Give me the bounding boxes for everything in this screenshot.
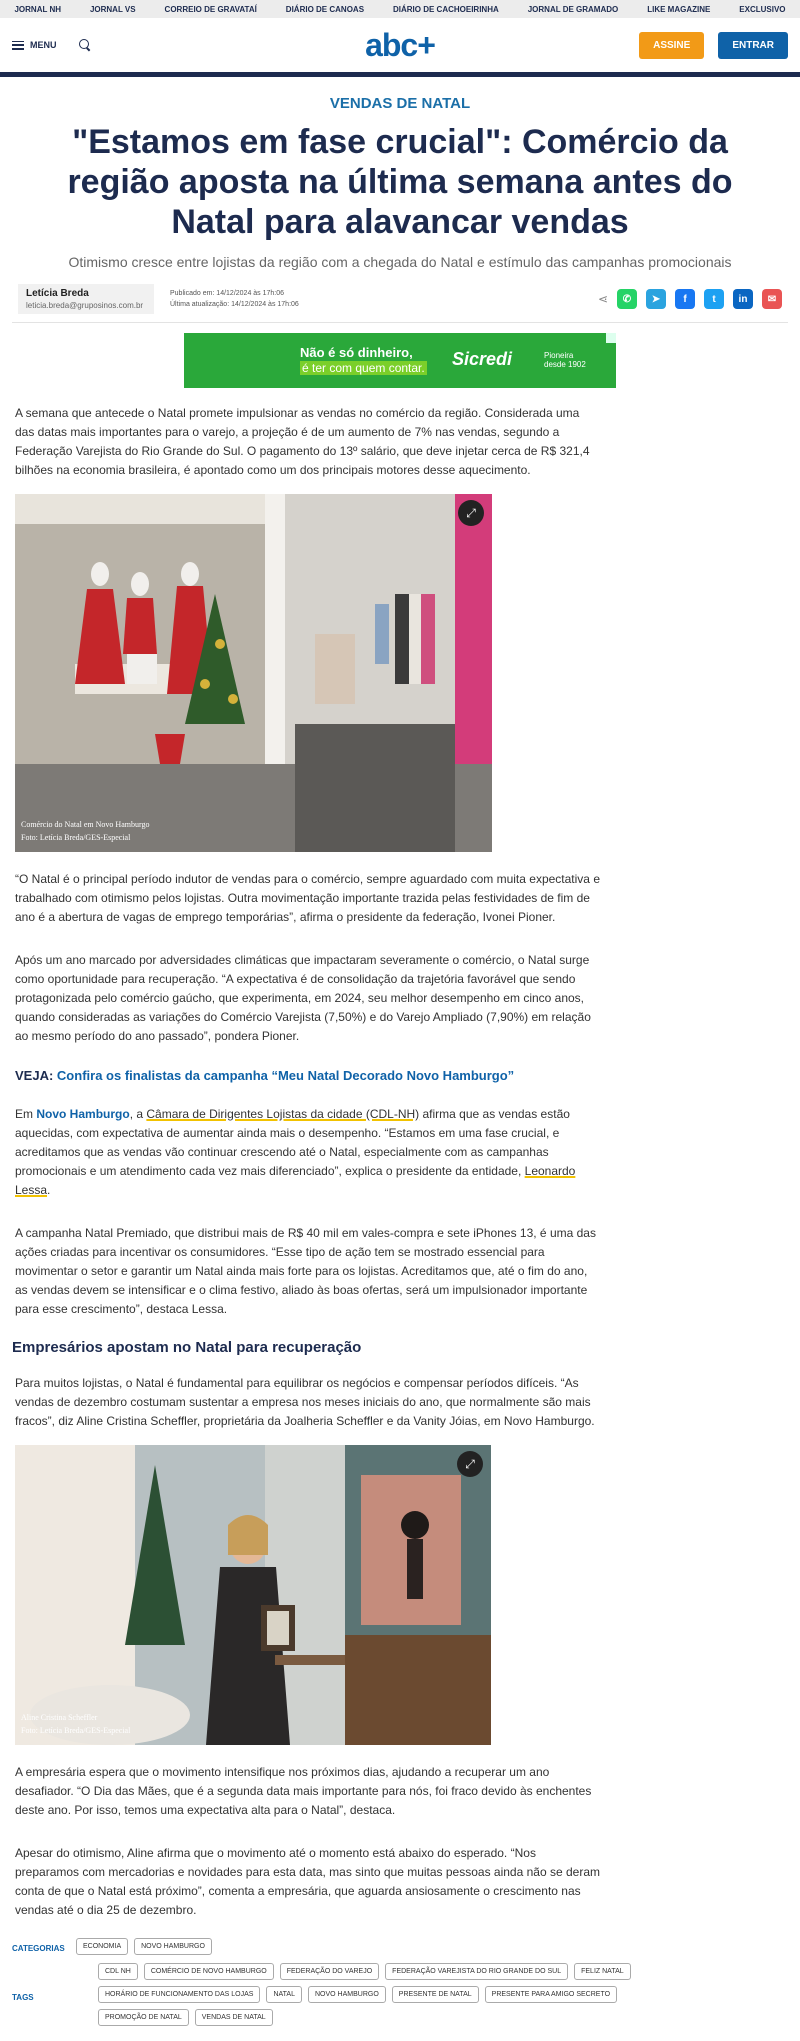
caption-credit: Foto: Letícia Breda/GES-Especial	[21, 1726, 131, 1735]
article-dates	[170, 288, 598, 310]
email-icon[interactable]: ✉	[762, 289, 782, 309]
see-also-link[interactable]: Confira os finalistas da campanha “Meu Natal Decorado Novo Hamburgo”	[56, 1068, 515, 1083]
topbar-link[interactable]: LIKE MAGAZINE	[647, 4, 711, 14]
ad-banner[interactable]	[184, 333, 616, 388]
site-logo[interactable]: abc+	[365, 26, 435, 63]
ad-line1: Não é só dinheiro,	[300, 345, 413, 360]
caption-title: Aline Cristina Scheffler	[21, 1713, 98, 1722]
caption-credit: Foto: Letícia Breda/GES-Especial	[21, 833, 131, 842]
category-tag[interactable]: NOVO HAMBURGO	[134, 1938, 212, 1955]
article-title: "Estamos em fase crucial": Comércio da região aposta na última semana antes do Natal para alavancar vendas	[67, 123, 733, 241]
twitter-icon[interactable]: t	[704, 289, 724, 309]
paragraph: Após um ano marcado por adversidades climáticas que impactaram severamente o comércio, o Natal surge como oportunidade para recuperação. “A expectativa é de consolidação da trajetória favorável que sendo protagonizada pelo comércio gaúcho, que experimenta, em 2024, seu melhor desempenho em cinco anos, quando consideradas as variações do Comércio Varejista (7,50%) e do Varejo Ampliado (7,90%) em relação ao mesmo período do ano passado”, pondera Pioner.	[15, 953, 591, 1043]
login-button[interactable]: ENTRAR	[718, 32, 788, 59]
expand-icon[interactable]: ⤢	[457, 1451, 483, 1477]
ad-brand-logo: Sicredi	[452, 349, 513, 369]
share-bar	[598, 289, 782, 309]
menu-label: MENU	[30, 40, 57, 50]
link-leonardo-lessa[interactable]: Leonardo Lessa	[15, 1164, 576, 1197]
taxonomy	[12, 1938, 788, 2026]
header-divider	[0, 72, 800, 77]
expand-icon[interactable]: ⤢	[458, 500, 484, 526]
tags-row	[12, 1963, 788, 2026]
link-cdl-nh[interactable]: Câmara de Dirigentes Lojistas da cidade (CDL-NH)	[146, 1107, 420, 1121]
section-heading: Empresários apostam no Natal para recuperação	[12, 1339, 362, 1356]
ad-pioneira	[544, 351, 586, 369]
tags-label: TAGS	[12, 1993, 34, 2002]
hamburger-icon	[12, 41, 24, 50]
author-email[interactable]: leticia.breda@gruposinos.com.br	[26, 301, 144, 310]
see-also	[15, 1068, 785, 1083]
tag[interactable]: HORÁRIO DE FUNCIONAMENTO DAS LOJAS	[98, 1986, 260, 2003]
paragraph-with-links	[15, 1105, 600, 1200]
tag[interactable]: PROMOÇÃO DE NATAL	[98, 2009, 189, 2026]
published-date: Publicado em: 14/12/2024 às 17h:06	[170, 290, 285, 297]
share-icon[interactable]: ⋖	[597, 292, 608, 306]
updated-date: Última atualização: 14/12/2024 às 17h:06	[170, 301, 299, 308]
store-photo-image	[15, 494, 492, 852]
topbar-link[interactable]: EXCLUSIVO	[739, 4, 786, 14]
search-icon[interactable]	[79, 39, 91, 51]
topbar-link[interactable]: DIÁRIO DE CANOAS	[285, 4, 365, 14]
tag[interactable]: VENDAS DE NATAL	[195, 2009, 273, 2026]
ad-since-text: desde 1902	[544, 360, 586, 369]
tag[interactable]: COMÉRCIO DE NOVO HAMBURGO	[144, 1963, 274, 1980]
partner-sites-bar	[0, 0, 800, 18]
link-novo-hamburgo[interactable]: Novo Hamburgo	[36, 1107, 130, 1121]
store-photo[interactable]	[15, 494, 492, 852]
topbar-link[interactable]: JORNAL DE GRAMADO	[527, 4, 619, 14]
telegram-icon[interactable]: ➤	[646, 289, 666, 309]
article-kicker[interactable]: VENDAS DE NATAL	[329, 95, 471, 112]
text-fragment: , a	[129, 1107, 147, 1121]
topbar-link[interactable]: JORNAL VS	[89, 4, 136, 14]
category-tag[interactable]: ECONOMIA	[76, 1938, 128, 1955]
tag[interactable]: PRESENTE DE NATAL	[392, 1986, 479, 2003]
author-name[interactable]: Letícia Breda	[26, 288, 89, 299]
paragraph: A campanha Natal Premiado, que distribui mais de R$ 40 mil em vales-compra e sete iPhones 13, é uma das ações criadas para incentivar os consumidores. “Esse tipo de ação tem se mostrado essencial para movimentar o setor e garantir um Natal ainda mais forte para os lojistas. Acreditamos que, até o fim do ano, as vendas devem se intensificar e o clima festivo, aliado às boas ofertas, será um impulsionador importante para esse crescimento”, destaca Lessa.	[15, 1226, 596, 1316]
topbar-link[interactable]: DIÁRIO DE CACHOEIRINHA	[392, 4, 499, 14]
menu-button[interactable]	[12, 40, 57, 50]
photo-caption	[21, 1711, 130, 1737]
jeweler-photo[interactable]	[15, 1445, 491, 1745]
ad-pioneira-text: Pioneira	[544, 351, 574, 360]
paragraph: Para muitos lojistas, o Natal é fundamental para equilibrar os negócios e compensar períodos difíceis. “As vendas de dezembro costumam sustentar a empresa nos meses iniciais do ano, que normalmente são mais fracos”, diz Aline Cristina Scheffler, proprietária da Joalheria Scheffler e da Vanity Jóias, em Novo Hamburgo.	[15, 1376, 595, 1428]
text-fragment: .	[47, 1183, 51, 1197]
ad-choices-icon[interactable]	[606, 333, 616, 343]
paragraph: “O Natal é o principal período indutor de vendas para o comércio, sempre aguardado com muita expectativa e trabalhado com otimismo pelos lojistas. Outra movimentação importante trazida pelas festividades de fim de ano é a abertura de vagas de emprego temporárias”, afirma o presidente da federação, Ivonei Pioner.	[15, 872, 600, 924]
paragraph: Apesar do otimismo, Aline afirma que o movimento até o momento está abaixo do esperado. “Nos preparamos com mercadorias e novidades para esta data, mas sinto que muitas pessoas ainda não se deram conta de que o Natal está próximo”, comenta a empresária, que aguarda ansiosamente o crescimento nas vendas até o dia 25 de dezembro.	[15, 1846, 600, 1917]
subscribe-button[interactable]: ASSINE	[639, 32, 704, 59]
text-fragment: Em	[15, 1107, 37, 1121]
see-also-label: VEJA:	[15, 1068, 54, 1083]
article-figure-1	[15, 494, 492, 852]
caption-title: Comércio do Natal em Novo Hamburgo	[21, 820, 150, 829]
author-box	[18, 284, 154, 314]
topbar-link[interactable]: JORNAL NH	[14, 4, 61, 14]
facebook-icon[interactable]: f	[675, 289, 695, 309]
categories-label: CATEGORIAS	[12, 1944, 65, 1953]
tag[interactable]: PRESENTE PARA AMIGO SECRETO	[485, 1986, 617, 2003]
whatsapp-icon[interactable]: ✆	[617, 289, 637, 309]
tag[interactable]: FEDERAÇÃO VAREJISTA DO RIO GRANDE DO SUL	[385, 1963, 568, 1980]
text-fragment: afirma que as vendas estão aquecidas, com expectativa de aumentar ainda mais o desempenho. “Estamos em uma fase crucial, e acreditamos que as vendas vão continuar crescendo até o Natal, especialmente com as campanhas promocionais e um atendimento cada vez mais diferenciado”, explica o presidente da entidade,	[15, 1107, 570, 1178]
tag[interactable]: NATAL	[266, 1986, 302, 2003]
categories-row	[12, 1938, 788, 1955]
tag[interactable]: FELIZ NATAL	[574, 1963, 631, 1980]
article	[0, 95, 800, 2026]
tag[interactable]: FEDERAÇÃO DO VAREJO	[280, 1963, 379, 1980]
article-subtitle: Otimismo cresce entre lojistas da região com a chegada do Natal e estímulo das campanhas promocionais	[68, 254, 732, 270]
tag[interactable]: NOVO HAMBURGO	[308, 1986, 386, 2003]
paragraph: A empresária espera que o movimento intensifique nos próximos dias, ajudando a recuperar um ano desafiador. “O Dia das Mães, que é a segunda data mais importante para nós, foi fraco devido às enchentes deste ano. Por isso, temos uma expectativa alta para o Natal”, destaca.	[15, 1765, 592, 1817]
linkedin-icon[interactable]: in	[733, 289, 753, 309]
paragraph: A semana que antecede o Natal promete impulsionar as vendas no comércio da região. Considerada uma das datas mais importantes para o varejo, a projeção é de um aumento de 7% nas vendas, segundo a Federação Varejista do Rio Grande do Sul. O pagamento do 13º salário, que deve injetar cerca de R$ 321,4 bilhões na economia brasileira, é apontado como um dos principais motores desse aquecimento.	[15, 406, 590, 477]
tag[interactable]: CDL NH	[98, 1963, 138, 1980]
ad-line2: é ter com quem contar.	[302, 361, 425, 375]
jeweler-photo-image	[15, 1445, 491, 1745]
topbar-link[interactable]: CORREIO DE GRAVATAÍ	[164, 4, 257, 14]
byline	[12, 284, 788, 323]
photo-caption	[21, 818, 150, 844]
article-figure-2	[15, 1445, 491, 1745]
site-header	[0, 18, 800, 72]
